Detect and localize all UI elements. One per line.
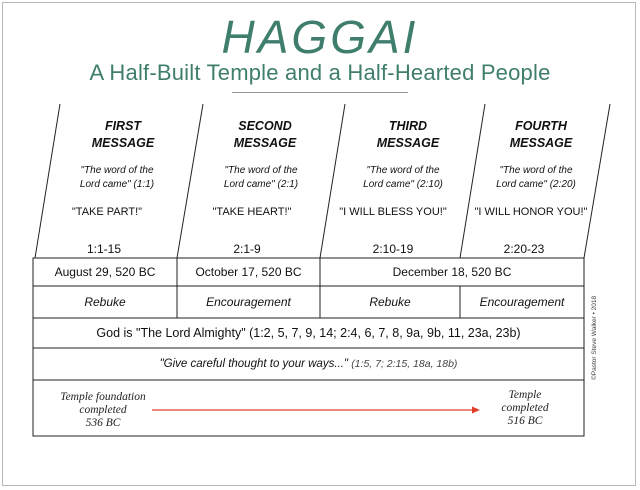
timeline-start-label: Temple foundation completed 536 BC xyxy=(60,391,146,429)
date-cell-1: August 29, 520 BC xyxy=(54,265,156,279)
theme-cell-1: Rebuke xyxy=(84,295,126,309)
message-4-quote: "The word of the Lord came" (2:20) xyxy=(496,165,576,190)
message-1-ref: 1:1-15 xyxy=(86,242,122,256)
message-4-ref: 2:20-23 xyxy=(503,242,545,256)
timeline-arrow-head xyxy=(472,407,480,414)
message-3-quote: "The word of the Lord came" (2:10) xyxy=(363,165,443,190)
message-1-tag: "TAKE PART!" xyxy=(71,206,143,218)
chart-title: HAGGAI xyxy=(221,11,419,63)
date-cell-2: October 17, 520 BC xyxy=(195,265,302,279)
careful-thought-refs: (1:5, 7; 2:15, 18a, 18b) xyxy=(351,358,458,370)
date-cell-3: December 18, 520 BC xyxy=(392,265,512,279)
message-1-title: FIRST MESSAGE xyxy=(91,119,155,150)
message-2-title: SECOND MESSAGE xyxy=(233,119,297,150)
theme-cell-3: Rebuke xyxy=(369,295,411,309)
message-4-title: FOURTH MESSAGE xyxy=(509,119,573,150)
message-2-ref: 2:1-9 xyxy=(233,242,261,256)
lord-almighty-row: God is "The Lord Almighty" (1:2, 5, 7, 9, 14; 2:4, 6, 7, 8, 9a, 9b, 11, 23a, 23b) xyxy=(96,326,521,340)
message-3-ref: 2:10-19 xyxy=(372,242,414,256)
message-3-title: THIRD MESSAGE xyxy=(376,119,440,150)
careful-thought-row xyxy=(33,348,584,380)
theme-cell-4: Encouragement xyxy=(479,295,565,309)
message-1-quote: "The word of the Lord came" (1:1) xyxy=(79,165,155,190)
careful-thought-quote: "Give careful thought to your ways..." xyxy=(159,358,348,370)
message-3-tag: "I WILL BLESS YOU!" xyxy=(339,206,447,218)
chart-subtitle: A Half-Built Temple and a Half-Hearted People xyxy=(89,60,551,85)
timeline-end-label: Temple completed 516 BC xyxy=(501,389,549,427)
theme-cell-2: Encouragement xyxy=(206,295,291,309)
message-2-quote: "The word of the Lord came" (2:1) xyxy=(223,165,299,190)
message-4-tag: "I WILL HONOR YOU!" xyxy=(474,206,588,218)
message-2-tag: "TAKE HEART!" xyxy=(212,206,292,218)
copyright-notice: ©Pastor Steve Walker • 2018 xyxy=(591,295,598,380)
